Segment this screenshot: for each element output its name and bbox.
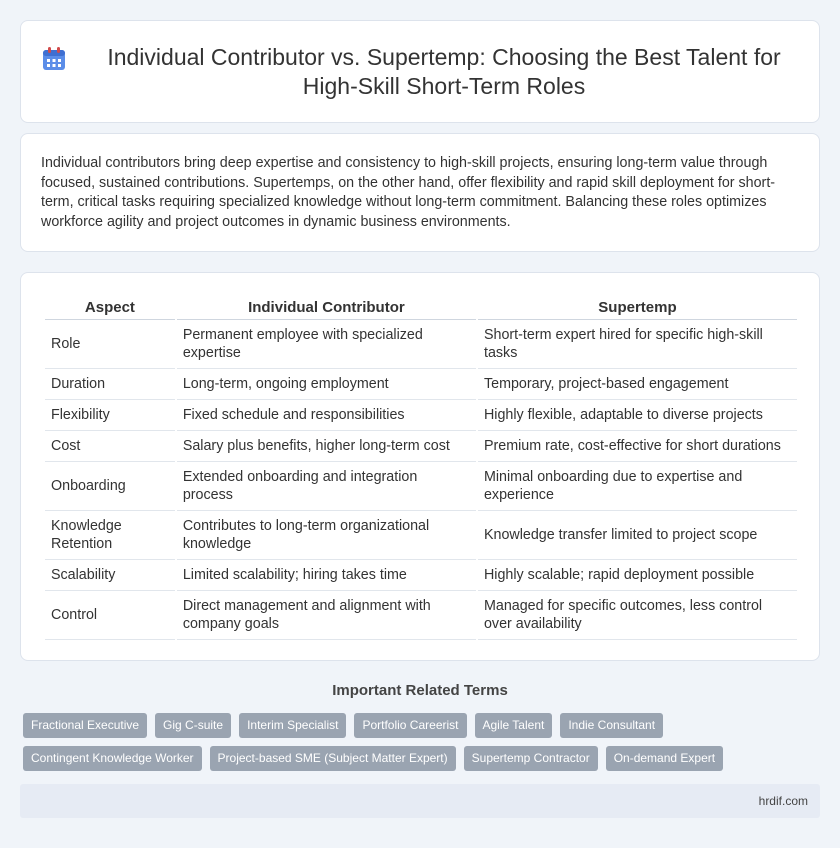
related-term-tag[interactable]: Contingent Knowledge Worker xyxy=(23,746,202,771)
individual-contributor-cell: Fixed schedule and responsibilities xyxy=(177,400,476,431)
table-row xyxy=(45,400,797,431)
page-title: Individual Contributor vs. Supertemp: Choosing the Best Talent for High-Skill Short-Term Roles xyxy=(107,43,781,99)
summary-card xyxy=(20,133,820,252)
comparison-table-card xyxy=(20,272,820,661)
aspect-cell: Onboarding xyxy=(45,462,175,511)
header-supertemp: Supertemp xyxy=(478,295,797,320)
related-terms-list xyxy=(23,713,823,771)
comparison-table xyxy=(43,295,799,640)
supertemp-cell: Managed for specific outcomes, less control over availability xyxy=(478,591,797,640)
footer xyxy=(20,784,820,818)
related-term-tag[interactable]: Supertemp Contractor xyxy=(464,746,598,771)
related-term-tag[interactable]: Agile Talent xyxy=(475,713,553,738)
table-row xyxy=(45,511,797,560)
supertemp-cell: Highly flexible, adaptable to diverse projects xyxy=(478,400,797,431)
aspect-cell: Duration xyxy=(45,369,175,400)
related-term-tag[interactable]: Interim Specialist xyxy=(239,713,346,738)
supertemp-cell: Short-term expert hired for specific high-skill tasks xyxy=(478,320,797,369)
related-term-tag[interactable]: Project-based SME (Subject Matter Expert) xyxy=(210,746,456,771)
related-term-tag[interactable]: Indie Consultant xyxy=(560,713,663,738)
header-individual-contributor: Individual Contributor xyxy=(177,295,476,320)
individual-contributor-cell: Extended onboarding and integration process xyxy=(177,462,476,511)
aspect-cell: Knowledge Retention xyxy=(45,511,175,560)
supertemp-cell: Minimal onboarding due to expertise and experience xyxy=(478,462,797,511)
footer-site-link[interactable]: hrdif.com xyxy=(758,794,808,808)
aspect-cell: Role xyxy=(45,320,175,369)
title-container xyxy=(21,21,819,122)
supertemp-cell: Temporary, project-based engagement xyxy=(478,369,797,400)
individual-contributor-cell: Salary plus benefits, higher long-term cost xyxy=(177,431,476,462)
individual-contributor-cell: Direct management and alignment with company goals xyxy=(177,591,476,640)
aspect-cell: Scalability xyxy=(45,560,175,591)
aspect-cell: Control xyxy=(45,591,175,640)
aspect-cell: Cost xyxy=(45,431,175,462)
table-row xyxy=(45,462,797,511)
individual-contributor-cell: Limited scalability; hiring takes time xyxy=(177,560,476,591)
table-row xyxy=(45,320,797,369)
supertemp-cell: Knowledge transfer limited to project scope xyxy=(478,511,797,560)
header-aspect: Aspect xyxy=(45,295,175,320)
related-term-tag[interactable]: On-demand Expert xyxy=(606,746,723,771)
title-card xyxy=(20,20,820,123)
individual-contributor-cell: Permanent employee with specialized expertise xyxy=(177,320,476,369)
aspect-cell: Flexibility xyxy=(45,400,175,431)
summary-text: Individual contributors bring deep expertise and consistency to high-skill projects, ensuring long-term value through focused, sustained contributions. Supertemps, on the other hand, offer flexibility and rapid skill deployment for short-term, critical tasks requiring specialized knowledge without long-term commitment. Balancing these roles optimizes workforce agility and project outcomes in dynamic business environments. xyxy=(41,155,776,230)
supertemp-cell: Premium rate, cost-effective for short durations xyxy=(478,431,797,462)
individual-contributor-cell: Long-term, ongoing employment xyxy=(177,369,476,400)
related-term-tag[interactable]: Fractional Executive xyxy=(23,713,147,738)
table-row xyxy=(45,431,797,462)
table-header-row xyxy=(45,295,797,320)
table-row xyxy=(45,560,797,591)
supertemp-cell: Highly scalable; rapid deployment possible xyxy=(478,560,797,591)
related-terms-title: Important Related Terms xyxy=(332,682,508,699)
related-term-tag[interactable]: Portfolio Careerist xyxy=(354,713,466,738)
table-row xyxy=(45,369,797,400)
table-row xyxy=(45,591,797,640)
individual-contributor-cell: Contributes to long-term organizational knowledge xyxy=(177,511,476,560)
related-term-tag[interactable]: Gig C-suite xyxy=(155,713,231,738)
calendar-icon xyxy=(41,46,67,72)
